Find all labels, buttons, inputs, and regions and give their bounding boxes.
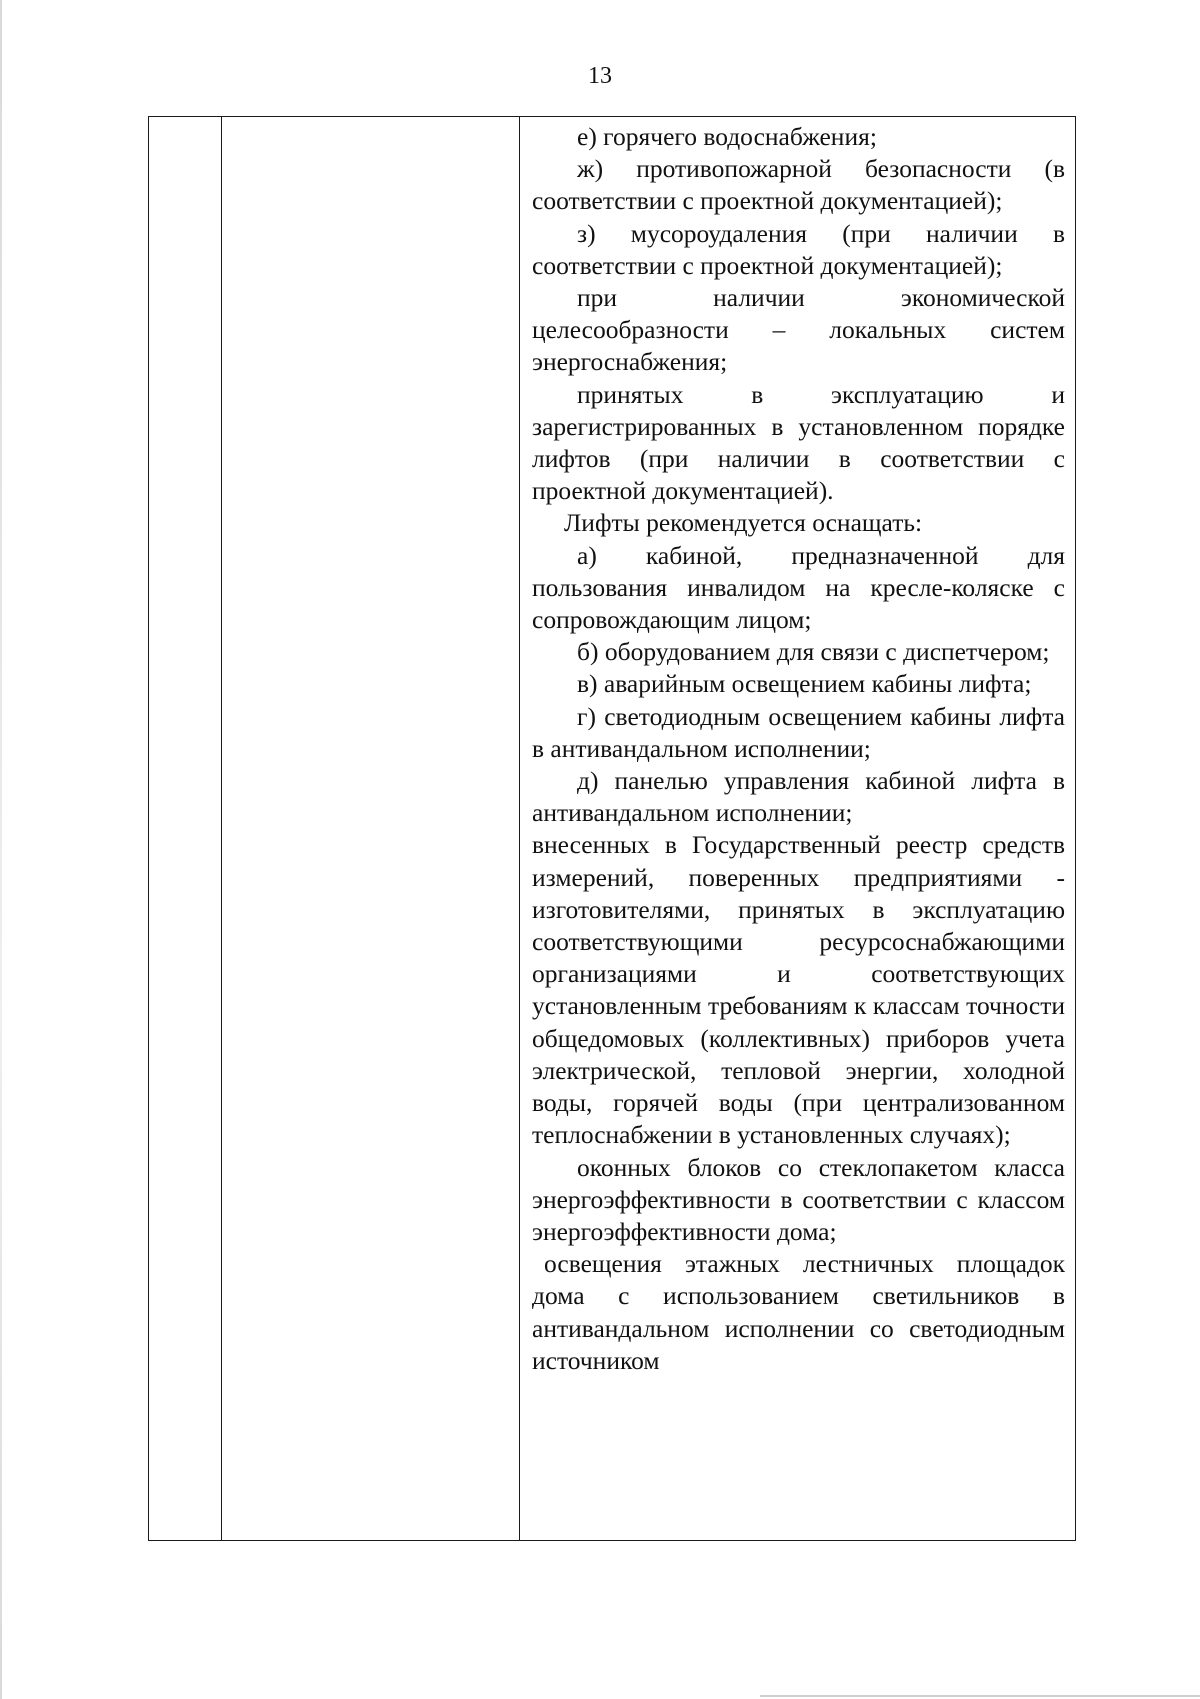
table-row	[149, 117, 1076, 1541]
requirement-paragraph: з) мусороудаления (при наличии в соответствии с проектной документацией);	[532, 218, 1065, 280]
page-number: 13	[588, 63, 612, 89]
requirement-paragraph: при наличии экономической целесообразности – локальных систем энергоснабжения;	[532, 283, 1065, 377]
name-cell	[222, 117, 520, 1541]
requirement-paragraph: освещения этажных лестничных площадок дома с использованием светильников в антивандальном исполнении со светодиодным источником	[532, 1249, 1065, 1375]
requirement-paragraph: принятых в эксплуатацию и зарегистрированных в установленном порядке лифтов (при наличии в соответствии с проектной документацией).	[532, 379, 1065, 506]
scan-edge-bottom	[760, 1695, 1200, 1697]
requirements-text	[520, 117, 1075, 1377]
number-cell	[149, 117, 222, 1541]
requirement-paragraph: е) горячего водоснабжения;	[577, 122, 877, 151]
requirement-paragraph: д) панелью управления кабиной лифта в антивандальном исполнении;	[532, 766, 1065, 828]
requirements-cell	[520, 117, 1076, 1541]
requirement-paragraph: а) кабиной, предназначенной для пользования инвалидом на кресле-коляске с сопровождающим лицом;	[532, 540, 1065, 635]
requirement-paragraph: Лифты рекомендуется оснащать:	[564, 508, 923, 538]
requirement-paragraph: в) аварийным освещением кабины лифта;	[577, 669, 1032, 699]
requirements-table	[148, 116, 1076, 1541]
requirement-paragraph: внесенных в Государственный реестр средств измерений, поверенных предприятиями - изготовителями, принятых в эксплуатацию соответствующими ресурсоснабжающими организациями и соответствующих установленным требованиям к классам точности общедомовых (коллективных) приборов учета электрической, тепловой энергии, холодной воды, горячей воды (при централизованном теплоснабжении в установленных случаях);	[532, 830, 1065, 1150]
requirement-paragraph: ж) противопожарной безопасности (в соответствии с проектной документацией);	[532, 154, 1065, 216]
requirement-paragraph: оконных блоков со стеклопакетом класса энергоэффективности в соответствии с классом энергоэффективности дома;	[532, 1152, 1065, 1246]
requirement-paragraph: б) оборудованием для связи с диспетчером;	[577, 637, 1050, 667]
scan-edge-left	[0, 0, 2, 1699]
requirement-paragraph: г) светодиодным освещением кабины лифта в антивандальном исполнении;	[532, 701, 1065, 763]
